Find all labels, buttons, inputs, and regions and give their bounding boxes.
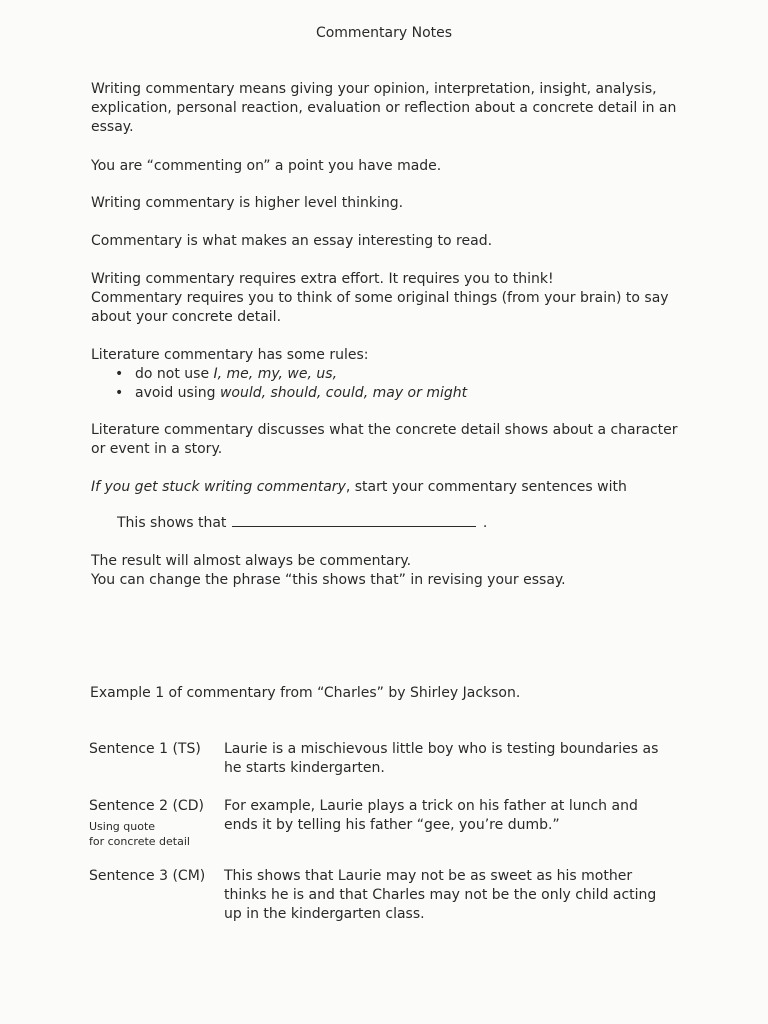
rules-section <box>91 346 691 403</box>
rule-2-prefix: avoid using <box>135 385 220 401</box>
result-line2: You can change the phrase “this shows that” in revising your essay. <box>91 572 566 588</box>
result-line1: The result will almost always be commentary. <box>91 553 412 569</box>
intro-paragraph-effort <box>91 270 691 327</box>
sentence-2-label: Sentence 2 (CD) <box>89 798 204 814</box>
discussion-paragraph <box>91 421 691 459</box>
interesting-text: Commentary is what makes an essay interesting to read. <box>91 233 493 249</box>
intro-paragraph-interesting <box>91 232 691 251</box>
stuck-rest: , start your commentary sentences with <box>345 479 627 495</box>
rule-1-prefix: do not use <box>135 366 214 382</box>
sentence-3-text: This shows that Laurie may not be as sweet as his mother thinks he is and that Charles may not be the only child acting up in the kindergarten class. <box>224 868 657 922</box>
sentence-2-note-line2: for concrete detail <box>89 835 190 848</box>
example-heading-text: Example 1 of commentary from “Charles” by Shirley Jackson. <box>90 685 521 701</box>
template-suffix: . <box>482 515 488 531</box>
template-prefix: This shows that <box>117 515 227 531</box>
stuck-paragraph <box>91 478 691 497</box>
rule-2-words: would, should, could, may or might <box>219 385 468 401</box>
sentence-1-label: Sentence 1 (TS) <box>89 741 201 757</box>
effort-text-line1: Writing commentary requires extra effort. It requires you to think! <box>91 271 554 287</box>
rules-list <box>91 365 691 403</box>
discussion-text: Literature commentary discusses what the concrete detail shows about a character or event in a story. <box>91 422 678 457</box>
sentence-3-label: Sentence 3 (CM) <box>89 868 206 884</box>
rule-item-modals <box>91 384 691 403</box>
sentence-2-note-line1: Using quote <box>89 820 156 833</box>
sentence-template <box>117 514 487 533</box>
intro-paragraph-definition <box>91 80 691 137</box>
sentence-2-text: For example, Laurie plays a trick on his father at lunch and ends it by telling his father “gee, you’re dumb.” <box>224 798 638 833</box>
stuck-text <box>91 478 691 497</box>
commenting-text: You are “commenting on” a point you have made. <box>91 158 442 174</box>
stuck-italic: If you get stuck writing commentary <box>91 479 346 495</box>
effort-text-line2: Commentary requires you to think of some original things (from your brain) to say about your concrete detail. <box>91 290 669 325</box>
page-title: Commentary Notes <box>315 25 453 41</box>
example-heading <box>90 684 690 703</box>
result-paragraph <box>91 552 691 590</box>
fill-in-blank <box>232 514 476 527</box>
rule-item-pronouns <box>91 365 691 384</box>
definition-text: Writing commentary means giving your opinion, interpretation, insight, analysis, explication, personal reaction, evaluation or reflection about a concrete detail in an essay. <box>91 81 677 135</box>
intro-paragraph-thinking <box>91 194 691 213</box>
sentence-1-text: Laurie is a mischievous little boy who is testing boundaries as he starts kindergarten. <box>224 741 659 776</box>
intro-paragraph-commenting <box>91 157 691 176</box>
thinking-text: Writing commentary is higher level thinking. <box>91 195 404 211</box>
rules-heading: Literature commentary has some rules: <box>91 347 369 363</box>
rule-1-words: I, me, my, we, us, <box>213 366 338 382</box>
